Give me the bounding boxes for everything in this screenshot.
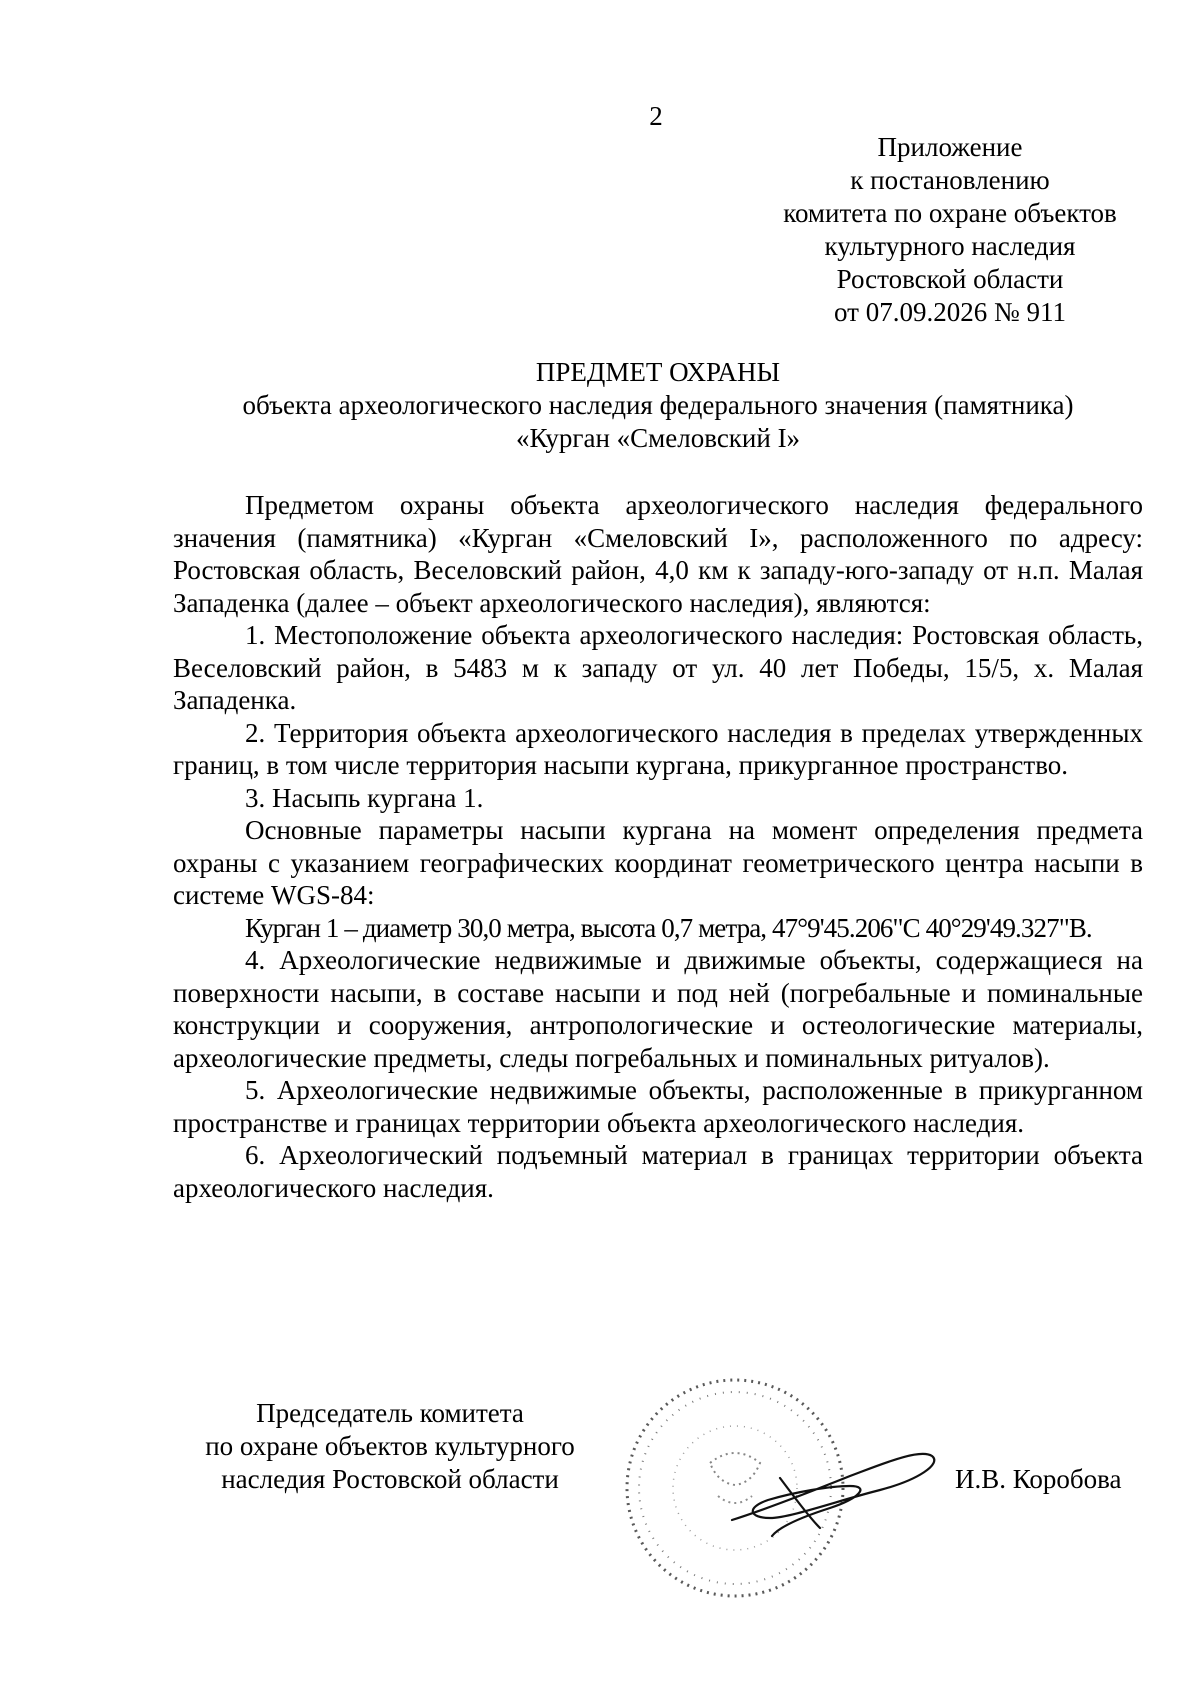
page-number: 2 bbox=[649, 101, 663, 131]
annex-line: от 07.09.2026 № 911 bbox=[834, 297, 1066, 327]
annex-line: Приложение bbox=[877, 132, 1023, 162]
item-archaeological-objects: 4. Археологические недвижимые и движимые объекты, содержащиеся на поверхности насыпи, в составе насыпи и под ней (погребальные и поминальные конструкции и сооружения, антропологические и остеологические материалы, археологические предметы, следы погребальных и поминальных ритуалов). bbox=[173, 945, 1143, 1073]
mound-parameters-paragraph: Основные параметры насыпи кургана на момент определения предмета охраны с указанием географических координат геометрического центра насыпи в системе WGS-84: bbox=[173, 815, 1143, 910]
signer-name: И.В. Коробова bbox=[955, 1464, 1122, 1494]
signer-position-line: по охране объектов культурного bbox=[205, 1431, 575, 1461]
document-body bbox=[173, 489, 1143, 1204]
item-territory: 2. Территория объекта археологического наследия в пределах утвержденных границ, в том числе территория насыпи кургана, прикурганное пространство. bbox=[173, 717, 1143, 780]
annex-caption bbox=[740, 131, 1160, 329]
signer-position-line: наследия Ростовской области bbox=[221, 1464, 559, 1494]
annex-line: Ростовской области bbox=[836, 264, 1064, 294]
official-seal bbox=[620, 1368, 950, 1608]
item-surface-material: 6. Археологический подъемный материал в границах территории объекта археологического наследия. bbox=[173, 1140, 1143, 1203]
title-object-name: «Курган «Смеловский I» bbox=[515, 423, 801, 453]
item-location: 1. Местоположение объекта археологического наследия: Ростовская область, Веселовский район, в 5483 м к западу от ул. 40 лет Победы, 15/5, х. Малая Западенка. bbox=[173, 620, 1143, 715]
title-heading: ПРЕДМЕТ ОХРАНЫ bbox=[535, 357, 781, 387]
annex-line: комитета по охране объектов bbox=[783, 198, 1117, 228]
mound-coordinates: Курган 1 – диаметр 30,0 метра, высота 0,7 метра, 47°9'45.206"С 40°29'49.327"В. bbox=[245, 912, 1092, 943]
signer-position-line: Председатель комитета bbox=[256, 1398, 524, 1428]
intro-paragraph: Предметом охраны объекта археологического наследия федерального значения (памятника) «Курган «Смеловский I», расположенного по адресу: Ростовская область, Веселовский район, 4,0 км к западу-юго-западу от н.п. Малая Западенка (далее – объект археологического наследия), являются: bbox=[173, 490, 1143, 618]
signer-position bbox=[180, 1397, 600, 1496]
seal-stamp bbox=[627, 1380, 843, 1596]
document-title bbox=[173, 356, 1143, 455]
annex-line: к постановлению bbox=[850, 165, 1050, 195]
item-immovable-objects: 5. Археологические недвижимые объекты, расположенные в прикурганном пространстве и границах территории объекта археологического наследия. bbox=[173, 1075, 1143, 1138]
title-subtitle: объекта археологического наследия федерального значения (памятника) bbox=[242, 390, 1074, 420]
handwritten-signature bbox=[732, 1454, 934, 1536]
annex-line: культурного наследия bbox=[824, 231, 1076, 261]
item-mound: 3. Насыпь кургана 1. bbox=[245, 782, 484, 813]
